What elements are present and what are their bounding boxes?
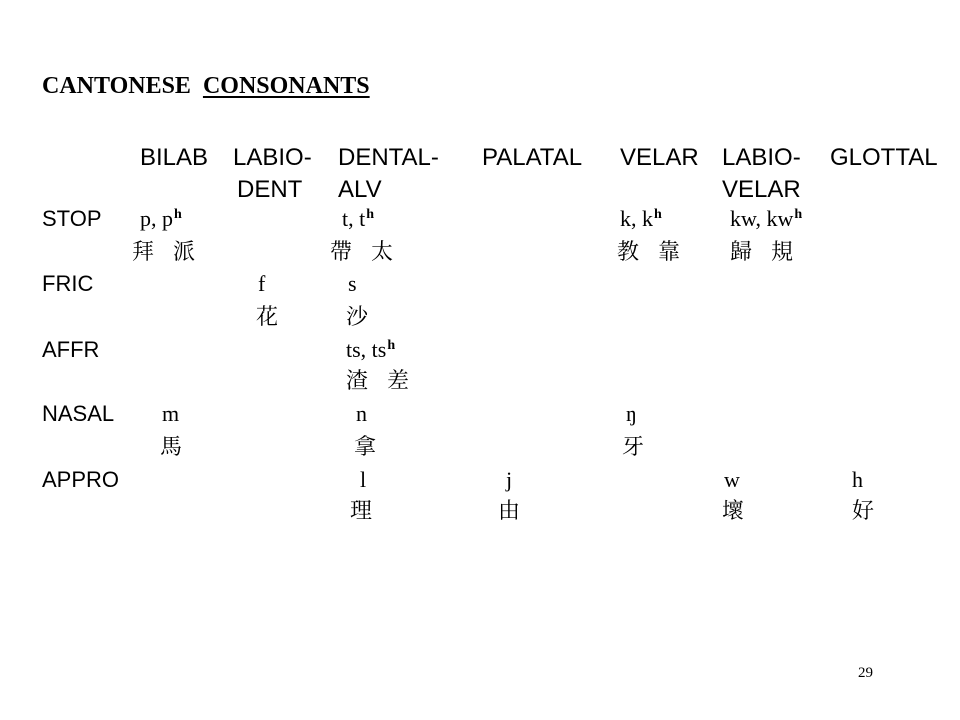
header-dent: DENT	[237, 176, 303, 203]
appro-labiovelar-chars: 壞	[722, 499, 751, 524]
affr-dental-base: ts, ts	[346, 337, 387, 362]
header-velar: VELAR	[620, 144, 699, 171]
appro-labiovelar-symbol: w	[724, 467, 740, 492]
row-label-fric: FRIC	[42, 271, 94, 296]
stop-bilabial-symbols	[140, 208, 182, 230]
affr-dental-symbols	[346, 339, 395, 361]
header-glottal: GLOTTAL	[830, 144, 938, 171]
header-alv: ALV	[338, 176, 382, 203]
stop-dental-base: t, t	[342, 206, 366, 231]
row-label-affr: AFFR	[42, 337, 100, 362]
header-palatal: PALATAL	[482, 144, 583, 171]
title-word-cantonese: CANTONESE	[42, 73, 191, 99]
stop-labiovelar-base: kw, kw	[730, 206, 794, 231]
appro-palatal-symbol: j	[506, 467, 513, 492]
row-label-stop: STOP	[42, 206, 102, 231]
appro-glottal-chars: 好	[852, 499, 881, 524]
appro-dental-symbol: l	[360, 467, 367, 492]
fric-labiodental-symbol: f	[258, 271, 266, 296]
stop-bilabial-aspiration: h	[174, 207, 182, 222]
fric-dental-symbol: s	[348, 271, 357, 296]
nasal-dental-chars: 拿	[354, 435, 383, 460]
stop-velar-base: k, k	[620, 206, 653, 231]
stop-dental-symbols	[342, 208, 374, 230]
header-labio-1: LABIO-	[233, 144, 312, 171]
nasal-velar-chars: 牙	[622, 435, 651, 460]
affr-dental-aspiration: h	[387, 338, 396, 353]
stop-velar-symbols	[620, 208, 662, 230]
fric-labiodental-chars: 花	[256, 305, 285, 330]
stop-velar-chars: 教 靠	[617, 240, 686, 265]
row-label-appro: APPRO	[42, 467, 120, 492]
stop-bilabial-chars: 拜 派	[132, 240, 201, 265]
nasal-bilabial-symbol: m	[162, 401, 180, 426]
appro-glottal-symbol: h	[852, 467, 863, 492]
header-labio-2: LABIO-	[722, 144, 801, 171]
header-bilab: BILAB	[140, 144, 209, 171]
nasal-bilabial-chars: 馬	[160, 435, 189, 460]
stop-dental-chars: 帶 太	[330, 240, 399, 265]
stop-labiovelar-aspiration: h	[794, 207, 803, 222]
slide-title	[42, 74, 370, 98]
stop-dental-aspiration: h	[366, 207, 375, 222]
nasal-velar-symbol: ŋ	[626, 401, 637, 426]
stop-bilabial-base: p, p	[140, 206, 173, 231]
affr-dental-chars: 渣 差	[346, 369, 415, 394]
row-label-nasal: NASAL	[42, 401, 115, 426]
header-velar-2: VELAR	[722, 176, 801, 203]
stop-labiovelar-chars: 歸 規	[730, 240, 799, 265]
appro-dental-chars: 理	[350, 499, 379, 524]
nasal-dental-symbol: n	[356, 401, 367, 426]
appro-palatal-chars: 由	[498, 499, 527, 524]
fric-dental-chars: 沙	[346, 305, 375, 330]
title-word-consonants: CONSONANTS	[202, 73, 370, 99]
page-number: 29	[858, 665, 873, 681]
stop-labiovelar-symbols	[730, 208, 802, 230]
stop-velar-aspiration: h	[654, 207, 662, 222]
header-dental: DENTAL-	[338, 144, 439, 171]
